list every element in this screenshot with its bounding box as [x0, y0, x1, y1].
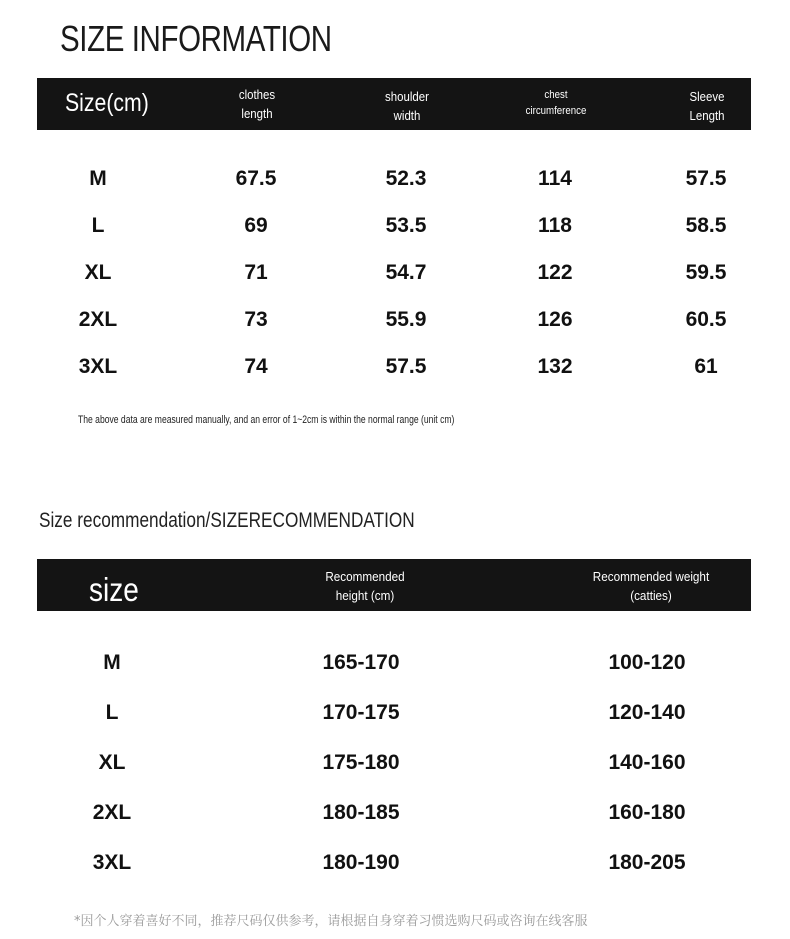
size-cell: 2XL — [92, 801, 132, 824]
header-recommended-weight: Recommended weight (catties) — [592, 569, 710, 603]
chest-cell: 122 — [537, 261, 573, 284]
header-recommended-height: Recommended height (cm) — [325, 569, 405, 603]
header-size: size — [89, 571, 139, 608]
header-clothes-length: clothes length — [238, 87, 276, 121]
weight-cell: 140-160 — [608, 751, 686, 774]
clothes-length-cell: 69 — [244, 214, 268, 237]
sleeve-length-cell: 58.5 — [685, 214, 727, 237]
measurement-note: The above data are measured manually, and an error of 1~2cm is within the normal range (unit cm) — [78, 414, 455, 426]
sleeve-length-cell: 61 — [694, 355, 718, 378]
sleeve-length-cell: 60.5 — [685, 308, 727, 331]
clothes-length-cell: 74 — [244, 355, 268, 378]
size-table-header — [37, 78, 751, 130]
size-cell: XL — [84, 261, 112, 284]
weight-cell: 160-180 — [608, 801, 686, 824]
height-cell: 170-175 — [322, 701, 400, 724]
table-row — [0, 851, 790, 881]
table-row — [0, 355, 790, 385]
size-cell: XL — [98, 751, 126, 774]
table-row — [0, 751, 790, 781]
size-cell: M — [89, 167, 107, 190]
table-row — [0, 701, 790, 731]
table-row — [0, 801, 790, 831]
shoulder-width-cell: 57.5 — [385, 355, 427, 378]
table-row — [0, 651, 790, 681]
clothes-length-cell: 67.5 — [235, 167, 277, 190]
chest-cell: 114 — [538, 167, 572, 190]
clothes-length-cell: 73 — [244, 308, 268, 331]
chest-cell: 118 — [538, 214, 572, 237]
size-cell: 3XL — [78, 355, 118, 378]
size-cell: 3XL — [92, 851, 132, 874]
size-cell: L — [91, 214, 105, 237]
recommendation-table-header — [37, 559, 751, 611]
header-chest-circumference: chest circumference — [525, 89, 587, 117]
recommendation-disclaimer: *因个人穿着喜好不同，推荐尺码仅供参考，请根据自身穿着习惯选购尺码或咨询在线客服 — [74, 914, 588, 929]
table-row — [0, 214, 790, 244]
size-cell: 2XL — [78, 308, 118, 331]
chest-cell: 126 — [537, 308, 573, 331]
size-recommendation-title: Size recommendation/SIZERECOMMENDATION — [39, 509, 415, 532]
shoulder-width-cell: 52.3 — [385, 167, 427, 190]
size-cell: M — [103, 651, 121, 674]
weight-cell: 180-205 — [608, 851, 686, 874]
clothes-length-cell: 71 — [244, 261, 268, 284]
height-cell: 175-180 — [322, 751, 400, 774]
header-shoulder-width: shoulder width — [385, 89, 429, 123]
size-information-title: SIZE INFORMATION — [60, 18, 332, 59]
chest-cell: 132 — [537, 355, 573, 378]
shoulder-width-cell: 55.9 — [385, 308, 427, 331]
table-row — [0, 261, 790, 291]
shoulder-width-cell: 53.5 — [385, 214, 427, 237]
sleeve-length-cell: 57.5 — [685, 167, 727, 190]
table-row — [0, 167, 790, 197]
height-cell: 180-185 — [322, 801, 400, 824]
weight-cell: 120-140 — [608, 701, 686, 724]
shoulder-width-cell: 54.7 — [385, 261, 427, 284]
header-sleeve-length: Sleeve Length — [689, 89, 725, 123]
weight-cell: 100-120 — [608, 651, 686, 674]
size-cell: L — [105, 701, 119, 724]
height-cell: 165-170 — [322, 651, 400, 674]
header-size-cm: Size(cm) — [65, 89, 149, 117]
height-cell: 180-190 — [322, 851, 400, 874]
sleeve-length-cell: 59.5 — [685, 261, 727, 284]
table-row — [0, 308, 790, 338]
